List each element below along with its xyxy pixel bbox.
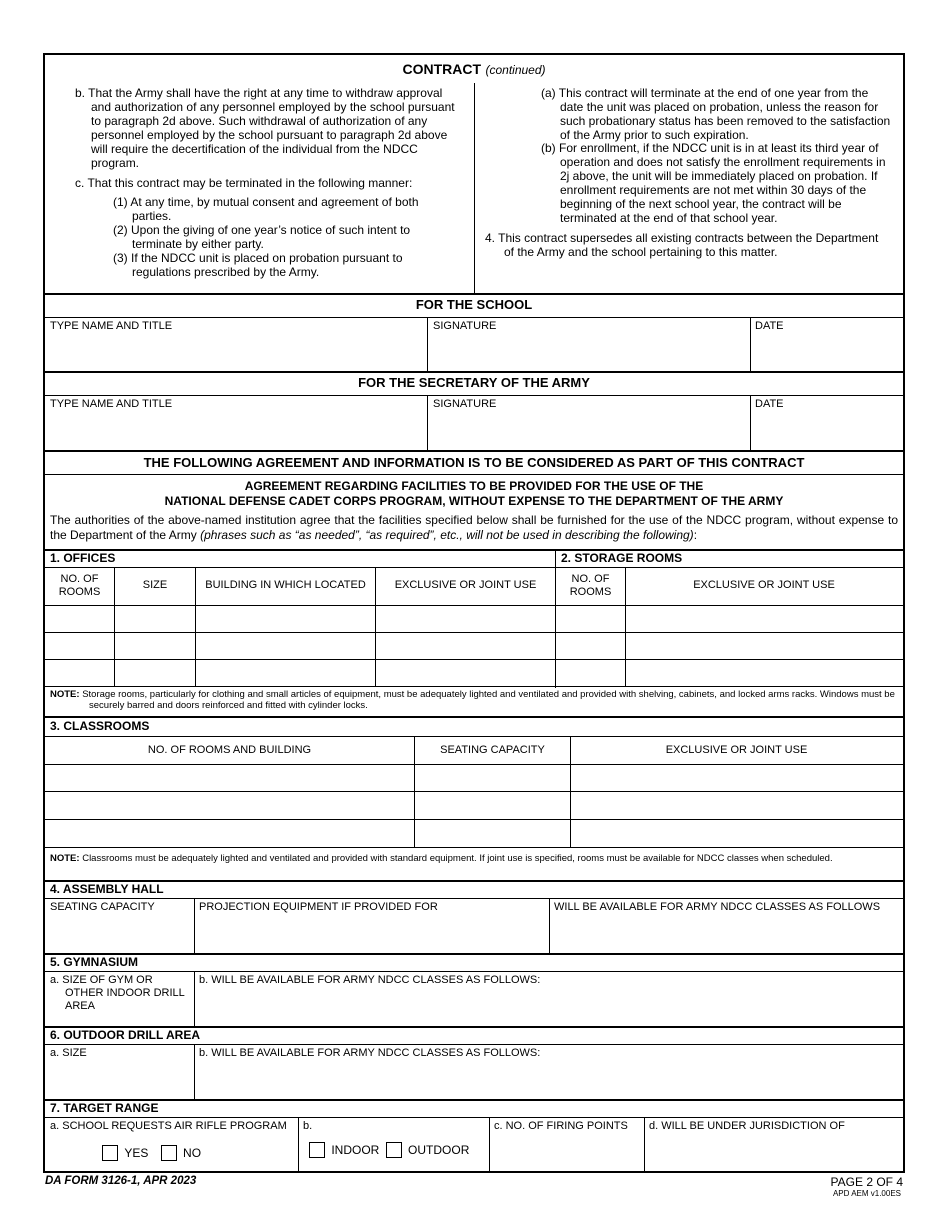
storage-note-text: Storage rooms, particularly for clothing and small articles of equipment, must be adequately lighted and ventilated and provided with shelving, cabinets, and locked arms racks. Windows must be securely barred and doors reinforced and fitted with cylinder locks.: [82, 689, 895, 711]
agreement-header: THE FOLLOWING AGREEMENT AND INFORMATION IS TO BE CONSIDERED AS PART OF THIS CONTRACT: [143, 455, 805, 470]
yes-label: YES: [124, 1146, 149, 1160]
indoor-label: INDOOR: [331, 1143, 380, 1157]
school-signature-field[interactable]: [428, 333, 750, 369]
target-col-c: c. NO. OF FIRING POINTS: [494, 1120, 628, 1132]
jurisdiction-field[interactable]: [645, 1135, 901, 1169]
gym-fields[interactable]: [45, 1000, 902, 1024]
no-label: NO: [183, 1146, 202, 1160]
offices-title: 1. OFFICES: [50, 551, 116, 565]
offices-col-use: EXCLUSIVE OR JOINT USE: [394, 579, 537, 591]
classrooms-note: [50, 853, 900, 864]
agreement-subtitle-1: AGREEMENT REGARDING FACILITIES TO BE PROVIDED FOR THE USE OF THE: [244, 479, 704, 493]
target-col-d: d. WILL BE UNDER JURISDICTION OF: [649, 1120, 845, 1132]
classrooms-col-seating: SEATING CAPACITY: [440, 744, 545, 756]
form-version: APD AEM v1.00ES: [832, 1189, 901, 1198]
yes-checkbox[interactable]: [102, 1145, 118, 1161]
outdoor-col-a: a. SIZE: [50, 1047, 87, 1059]
school-date-field[interactable]: [751, 333, 901, 369]
army-name-label: TYPE NAME AND TITLE: [50, 398, 173, 410]
contract-para-c3: (3) If the NDCC unit is placed on probation pursuant to regulations prescribed by the Army.: [113, 251, 403, 279]
agreement-intro-text: The authorities of the above-named institution agree that the facilities specified below shall be furnished for the use of the NDCC program, without expense to the Department of the Army: [50, 513, 898, 542]
contract-title-text: CONTRACT: [402, 61, 482, 77]
assembly-fields[interactable]: [45, 915, 902, 951]
gym-col-a: a. SIZE OF GYM OR OTHER INDOOR DRILL AREA: [50, 974, 185, 1012]
form-id: DA FORM 3126-1, APR 2023: [45, 1175, 197, 1187]
assembly-title: 4. ASSEMBLY HALL: [50, 882, 164, 896]
contract-title-suffix: (continued): [485, 63, 546, 77]
no-checkbox[interactable]: [161, 1145, 177, 1161]
classrooms-col-rooms: NO. OF ROOMS AND BUILDING: [147, 744, 312, 756]
indoor-checkbox[interactable]: [309, 1142, 325, 1158]
outdoor-fields[interactable]: [45, 1061, 902, 1097]
contract-para-c: c. That this contract may be terminated in the following manner:: [75, 176, 413, 190]
contract-para-b: b. That the Army shall have the right at any time to withdraw approval and authorization of any personnel employed by the school pursuant to paragraph 2d above. Such withdrawal of authorization of any personnel employed by the school pursuant to paragraph 2d above will require the decertification of the individual from the NDCC program.: [75, 86, 455, 170]
agreement-subtitle-2: NATIONAL DEFENSE CADET CORPS PROGRAM, WITHOUT EXPENSE TO THE DEPARTMENT OF THE ARMY: [164, 494, 784, 508]
outdoor-title: 6. OUTDOOR DRILL AREA: [50, 1028, 201, 1042]
school-date-label: DATE: [755, 320, 784, 332]
range-location-options: [309, 1142, 469, 1158]
assembly-col-projection: PROJECTION EQUIPMENT IF PROVIDED FOR: [199, 901, 438, 913]
firing-points-field[interactable]: [490, 1135, 644, 1169]
agreement-intro: [50, 513, 898, 543]
contract-para-c1: (1) At any time, by mutual consent and agreement of both parties.: [113, 195, 419, 223]
storage-note: [50, 689, 900, 711]
army-date-field[interactable]: [751, 411, 901, 449]
storage-col-use: EXCLUSIVE OR JOINT USE: [693, 579, 835, 591]
army-signature-field[interactable]: [428, 411, 750, 449]
target-col-a: a. SCHOOL REQUESTS AIR RIFLE PROGRAM: [50, 1120, 287, 1132]
classrooms-note-label: NOTE:: [50, 853, 80, 864]
offices-table-body[interactable]: [45, 606, 555, 686]
army-signature-label: SIGNATURE: [433, 398, 497, 410]
assembly-col-available: WILL BE AVAILABLE FOR ARMY NDCC CLASSES AS FOLLOWS: [554, 901, 881, 913]
storage-note-label: NOTE:: [50, 689, 80, 700]
outdoor-col-b: b. WILL BE AVAILABLE FOR ARMY NDCC CLASSES AS FOLLOWS:: [199, 1047, 541, 1059]
contract-para-c2: (2) Upon the giving of one year’s notice of such intent to terminate by either party.: [113, 223, 411, 251]
for-school-header: FOR THE SCHOOL: [415, 297, 533, 312]
offices-col-building: BUILDING IN WHICH LOCATED: [205, 579, 366, 591]
contract-para-3b: (b) For enrollment, if the NDCC unit is in at least its third year of operation and does not satisfy the enrollment requirements in 2j above, the unit will be immediately placed on probation. If enrollment requirements are not met within 30 days of the beginning of the next school year, the contract will be terminated at the end of that school year.: [541, 141, 886, 225]
target-title: 7. TARGET RANGE: [50, 1101, 159, 1115]
assembly-col-seating: SEATING CAPACITY: [50, 901, 155, 913]
school-signature-label: SIGNATURE: [433, 320, 497, 332]
outdoor-label: OUTDOOR: [408, 1143, 470, 1157]
outdoor-checkbox[interactable]: [386, 1142, 402, 1158]
offices-col-rooms: NO. OF ROOMS: [58, 573, 101, 598]
storage-title: 2. STORAGE ROOMS: [561, 551, 683, 565]
page-number: PAGE 2 OF 4: [830, 1175, 903, 1189]
classrooms-title: 3. CLASSROOMS: [50, 719, 150, 733]
offices-col-size: SIZE: [142, 579, 168, 591]
army-date-label: DATE: [755, 398, 784, 410]
contract-para-4: 4. This contract supersedes all existing contracts between the Department of the Army and the school pertaining to this matter.: [485, 231, 879, 259]
contract-para-3a: (a) This contract will terminate at the end of one year from the date the unit was placed on probation, unless the reason for such probationary status has been removed to the satisfaction of the Army prior to such expiration.: [541, 86, 891, 142]
school-name-field[interactable]: [45, 333, 427, 369]
classrooms-col-use: EXCLUSIVE OR JOINT USE: [665, 744, 808, 756]
air-rifle-options: [102, 1145, 201, 1161]
agreement-intro-end: :: [693, 528, 698, 542]
for-army-header: FOR THE SECRETARY OF THE ARMY: [358, 375, 590, 390]
contract-title: [45, 61, 903, 79]
classrooms-note-text: Classrooms must be adequately lighted and ventilated and provided with standard equipment. If joint use is specified, rooms must be available for NDCC classes when scheduled.: [82, 853, 833, 864]
storage-col-rooms: NO. OF ROOMS: [569, 573, 612, 598]
storage-table-body[interactable]: [556, 606, 902, 686]
army-name-field[interactable]: [45, 411, 427, 449]
classrooms-table-body[interactable]: [45, 765, 902, 847]
school-name-label: TYPE NAME AND TITLE: [50, 320, 173, 332]
target-col-b: b.: [303, 1120, 313, 1132]
gym-title: 5. GYMNASIUM: [50, 955, 139, 969]
form-page: [43, 53, 905, 1173]
gym-col-b: b. WILL BE AVAILABLE FOR ARMY NDCC CLASSES AS FOLLOWS:: [199, 974, 541, 986]
agreement-intro-italic: (phrases such as “as needed”, “as required”, etc., will not be used in describing the following): [200, 528, 694, 542]
